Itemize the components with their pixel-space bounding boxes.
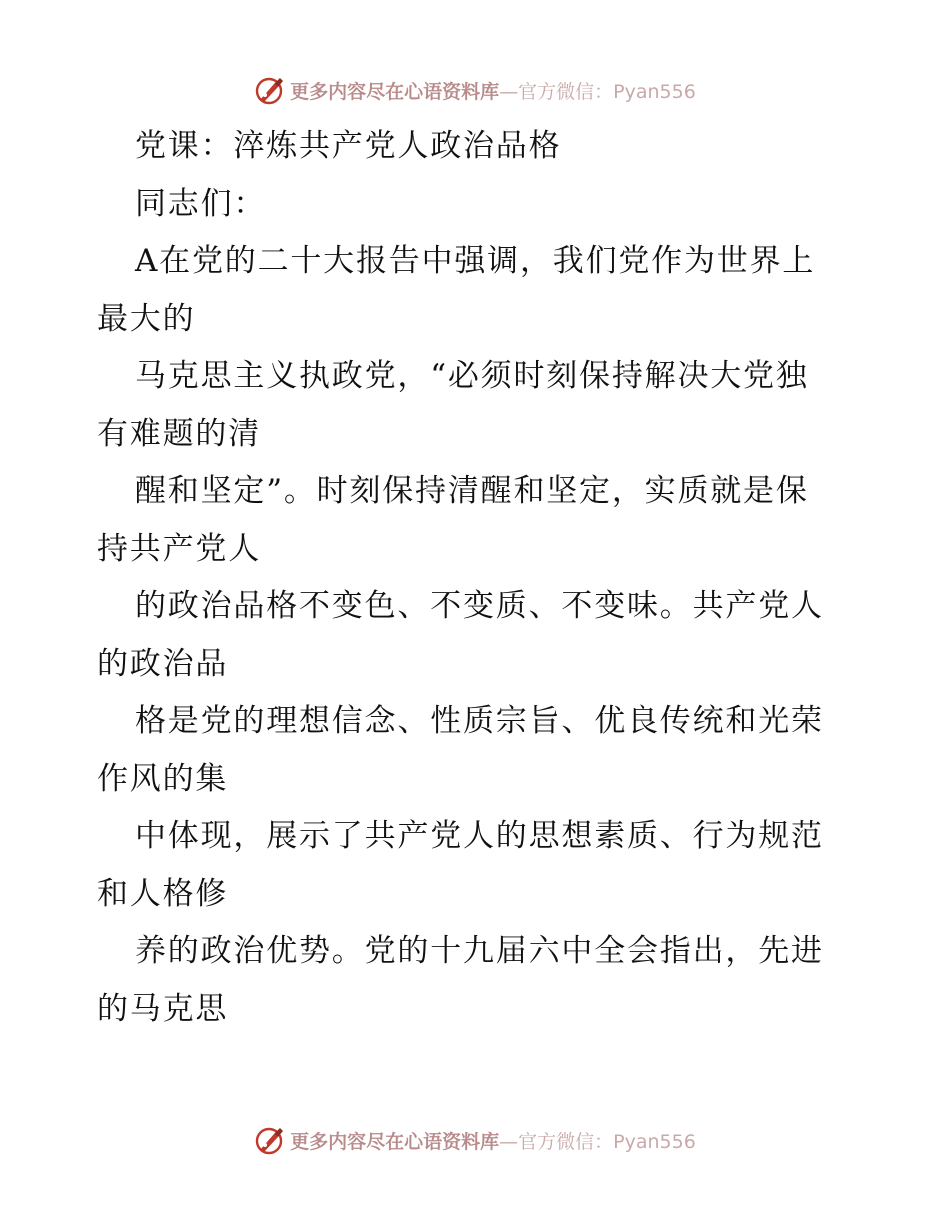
paragraph-line: 醒和坚定”。时刻保持清醒和坚定，实质就是保 bbox=[135, 473, 809, 509]
paragraph-line: 持共产党人 bbox=[97, 530, 261, 567]
paragraph-line: 最大的 bbox=[97, 300, 196, 337]
pen-logo-icon bbox=[254, 1124, 286, 1156]
banner-separator: — bbox=[499, 80, 519, 103]
banner-text bbox=[290, 77, 696, 104]
banner-text bbox=[290, 1127, 696, 1154]
paragraph-line: 和人格修 bbox=[97, 875, 229, 912]
paragraph-line: 马克思主义执政党，“必须时刻保持解决大党独 bbox=[135, 358, 809, 394]
paragraph-line: 中体现，展示了共产党人的思想素质、行为规范 bbox=[135, 818, 824, 854]
paragraph-line: 作风的集 bbox=[97, 760, 229, 797]
header-watermark-banner bbox=[0, 70, 950, 110]
paragraph-line: 有难题的清 bbox=[97, 415, 261, 452]
paragraph-line: 的政治品 bbox=[97, 645, 229, 682]
paragraph-line: 的马克思 bbox=[97, 990, 229, 1027]
paragraph-line: A在党的二十大报告中强调，我们党作为世界上 bbox=[135, 243, 816, 279]
document-body bbox=[97, 118, 857, 1038]
paragraph-line: 的政治品格不变色、不变质、不变味。共产党人 bbox=[135, 588, 824, 624]
salutation: 同志们： bbox=[135, 185, 267, 222]
footer-watermark-banner bbox=[0, 1120, 950, 1160]
banner-brand: 更多内容尽在心语资料库 bbox=[290, 80, 500, 103]
paragraph-line: 养的政治优势。党的十九届六中全会指出，先进 bbox=[135, 933, 824, 969]
banner-contact: 官方微信：Pyan556 bbox=[518, 80, 696, 103]
doc-title: 党课：淬炼共产党人政治品格 bbox=[135, 128, 562, 164]
banner-separator: — bbox=[499, 1130, 519, 1153]
pen-logo-icon bbox=[254, 74, 286, 106]
banner-brand: 更多内容尽在心语资料库 bbox=[290, 1130, 500, 1153]
paragraph-line: 格是党的理想信念、性质宗旨、优良传统和光荣 bbox=[135, 703, 824, 739]
banner-contact: 官方微信：Pyan556 bbox=[518, 1130, 696, 1153]
